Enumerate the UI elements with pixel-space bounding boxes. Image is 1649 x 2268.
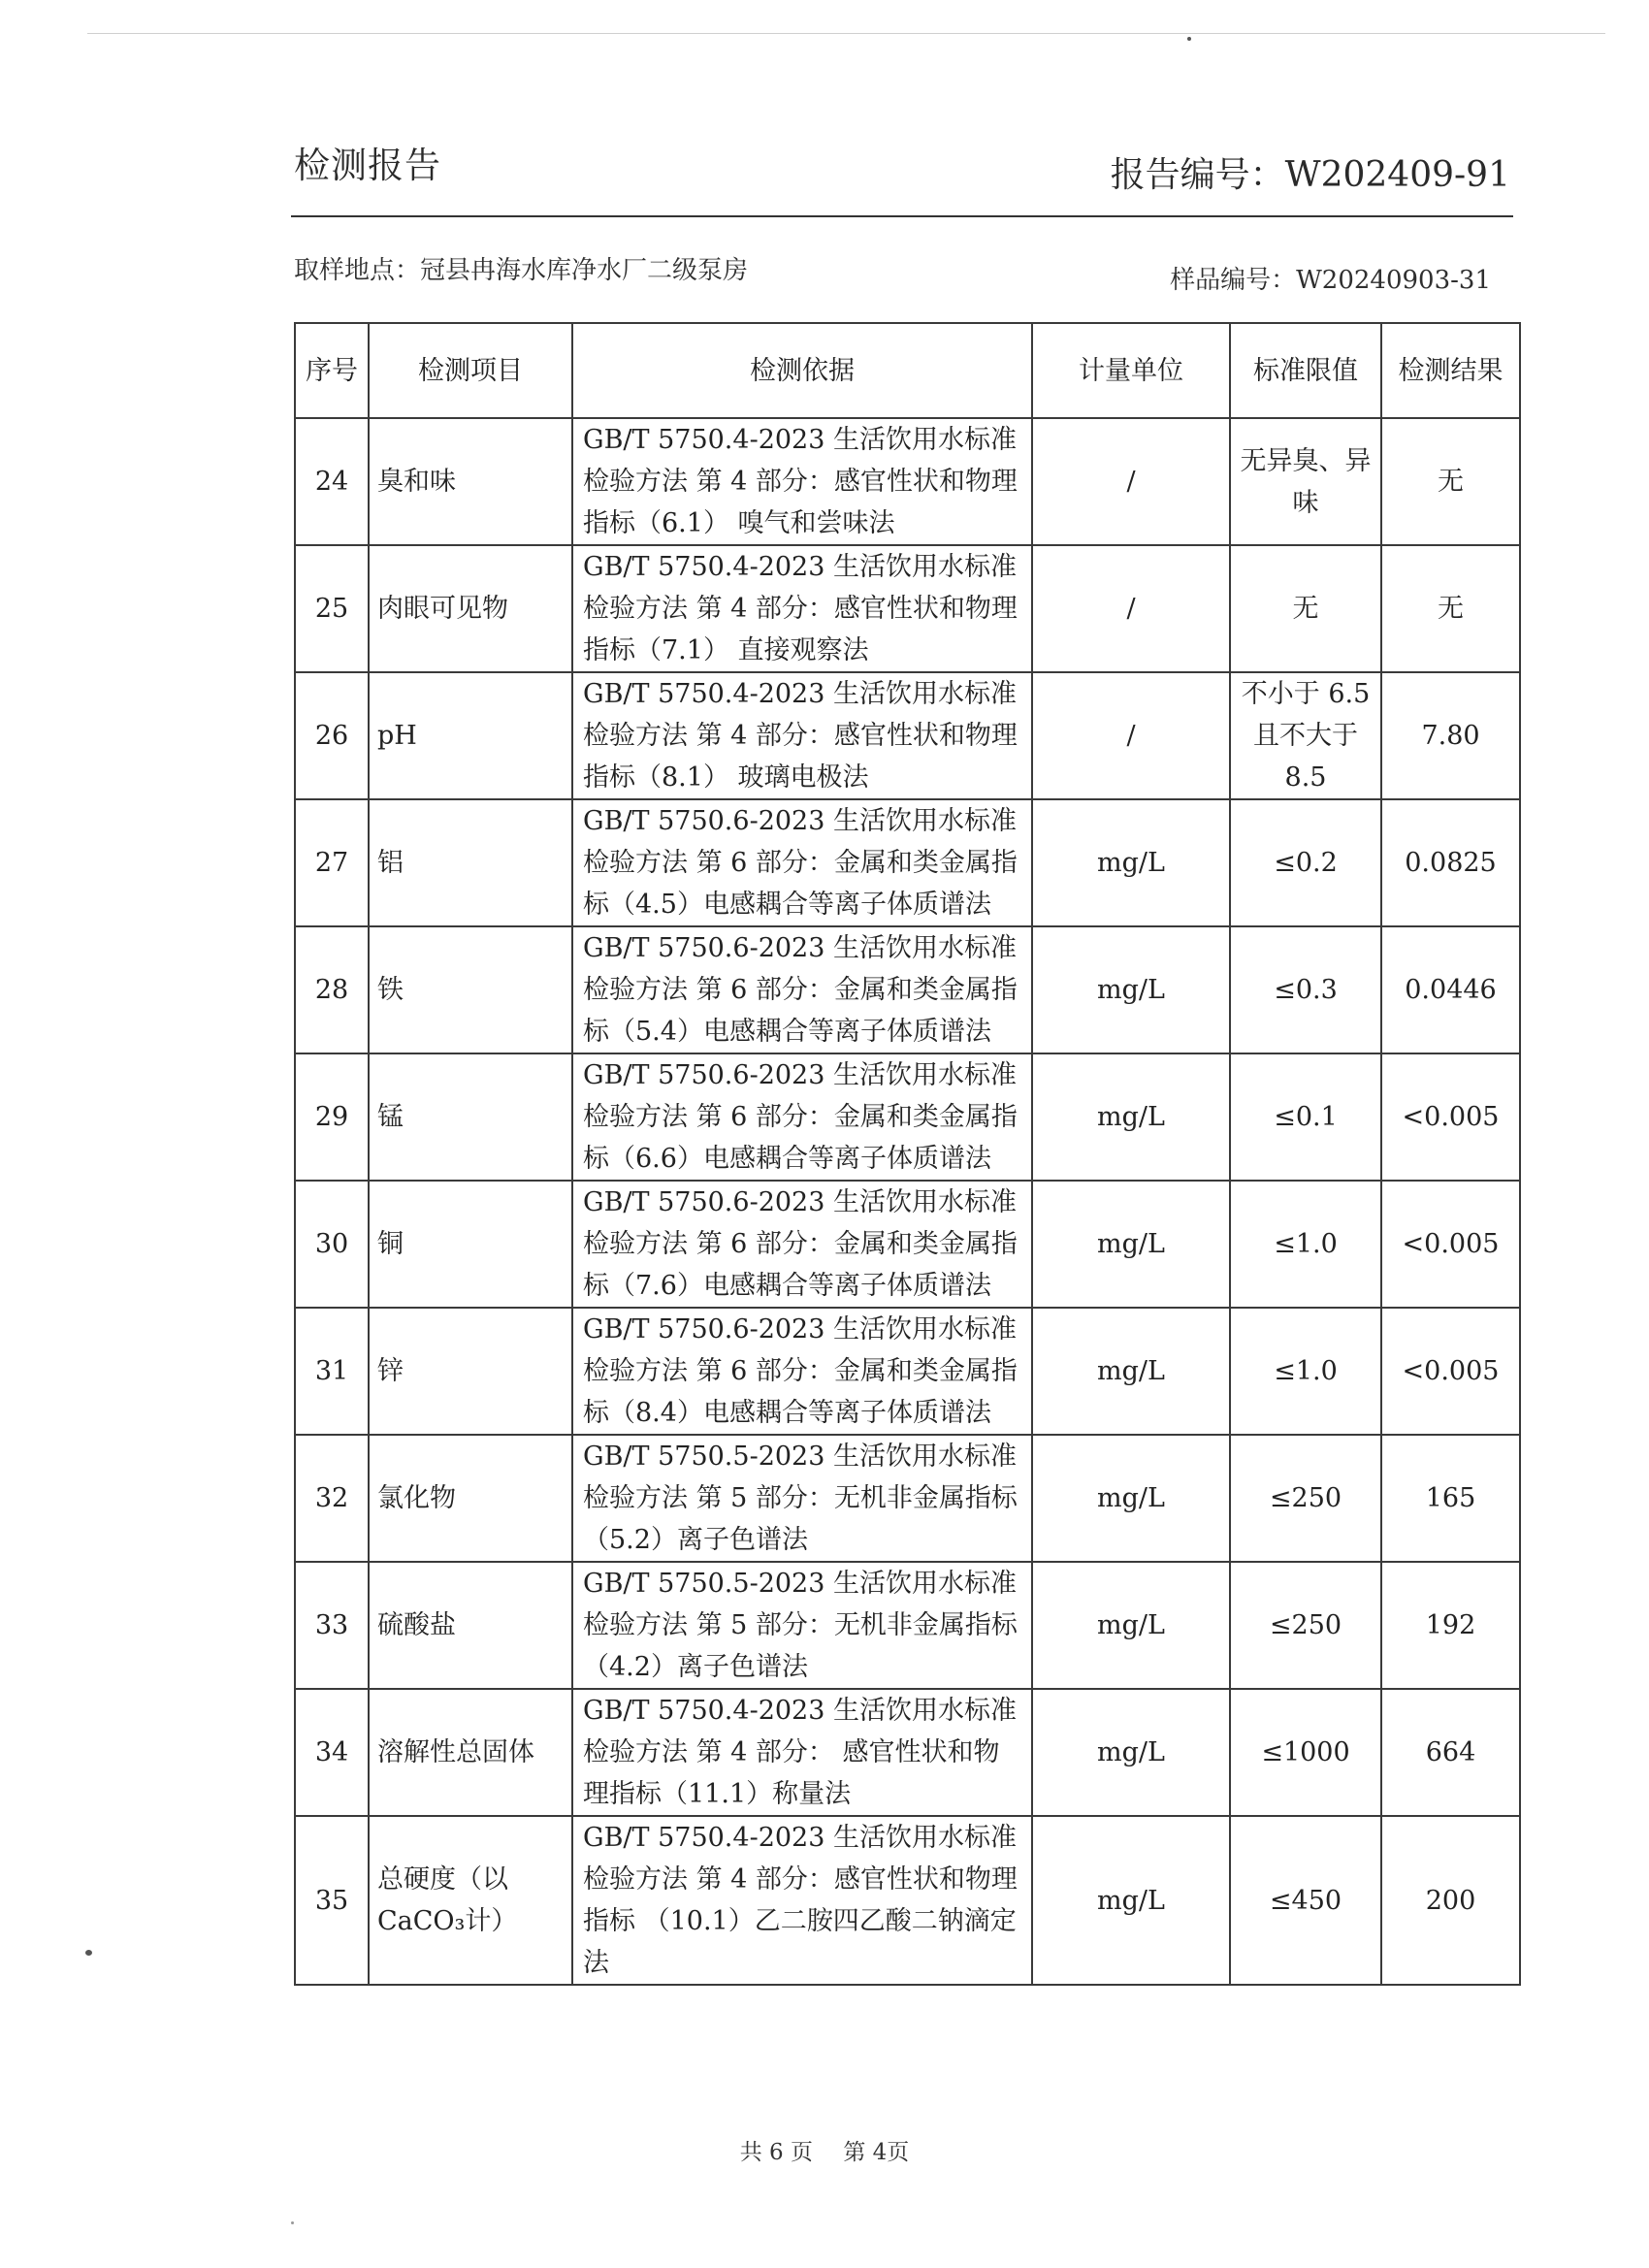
cell-limit: ≤1000 xyxy=(1230,1689,1381,1816)
cell-result: 无 xyxy=(1381,418,1520,545)
cell-limit: ≤450 xyxy=(1230,1816,1381,1985)
cell-item: 锌 xyxy=(369,1308,572,1435)
cell-limit: ≤1.0 xyxy=(1230,1308,1381,1435)
cell-item: 氯化物 xyxy=(369,1435,572,1562)
cell-unit: mg/L xyxy=(1032,1308,1230,1435)
scan-speck xyxy=(291,2221,294,2224)
cell-no: 24 xyxy=(295,418,369,545)
cell-basis: GB/T 5750.5-2023 生活饮用水标准检验方法 第 5 部分：无机非金属指标（5.2）离子色谱法 xyxy=(572,1435,1032,1562)
cell-item: 铁 xyxy=(369,926,572,1053)
cell-limit: 无异臭、异味 xyxy=(1230,418,1381,545)
col-header-item: 检测项目 xyxy=(369,323,572,418)
total-pages: 共 6 页 xyxy=(739,2140,813,2165)
table-row xyxy=(295,926,1520,1053)
cell-result: 192 xyxy=(1381,1562,1520,1689)
cell-limit: 无 xyxy=(1230,545,1381,672)
cell-basis: GB/T 5750.5-2023 生活饮用水标准检验方法 第 5 部分：无机非金属指标（4.2）离子色谱法 xyxy=(572,1562,1032,1689)
results-table xyxy=(294,322,1521,1986)
cell-limit: ≤0.1 xyxy=(1230,1053,1381,1181)
cell-item: 锰 xyxy=(369,1053,572,1181)
cell-limit: ≤0.3 xyxy=(1230,926,1381,1053)
cell-basis: GB/T 5750.4-2023 生活饮用水标准检验方法 第 4 部分：感官性状和物理指标（6.1） 嗅气和尝味法 xyxy=(572,418,1032,545)
cell-result: <0.005 xyxy=(1381,1308,1520,1435)
cell-no: 34 xyxy=(295,1689,369,1816)
sample-site: 取样地点：冠县冉海水库净水厂二级泵房 xyxy=(294,256,749,285)
table-row xyxy=(295,1308,1520,1435)
cell-limit: 不小于 6.5 且不大于 8.5 xyxy=(1230,672,1381,799)
cell-result: 165 xyxy=(1381,1435,1520,1562)
col-header-no: 序号 xyxy=(295,323,369,418)
page-title: 检测报告 xyxy=(294,145,441,186)
cell-result: 0.0825 xyxy=(1381,799,1520,926)
table-row xyxy=(295,1689,1520,1816)
col-header-limit: 标准限值 xyxy=(1230,323,1381,418)
cell-limit: ≤0.2 xyxy=(1230,799,1381,926)
page-footer xyxy=(0,2134,1649,2166)
cell-limit: ≤250 xyxy=(1230,1435,1381,1562)
cell-basis: GB/T 5750.4-2023 生活饮用水标准检验方法 第 4 部分： 感官性状和物理指标（11.1）称量法 xyxy=(572,1689,1032,1816)
cell-no: 26 xyxy=(295,672,369,799)
cell-unit: / xyxy=(1032,418,1230,545)
table-header-row xyxy=(295,323,1520,418)
cell-result: 0.0446 xyxy=(1381,926,1520,1053)
table-row xyxy=(295,1816,1520,1985)
scan-speck xyxy=(1187,37,1191,41)
cell-basis: GB/T 5750.6-2023 生活饮用水标准检验方法 第 6 部分：金属和类金属指标（7.6）电感耦合等离子体质谱法 xyxy=(572,1181,1032,1308)
table-row xyxy=(295,418,1520,545)
cell-item: 肉眼可见物 xyxy=(369,545,572,672)
cell-no: 29 xyxy=(295,1053,369,1181)
cell-result: 无 xyxy=(1381,545,1520,672)
sample-number: 样品编号：W20240903-31 xyxy=(1170,266,1491,295)
cell-unit: mg/L xyxy=(1032,1689,1230,1816)
table-row xyxy=(295,1435,1520,1562)
cell-no: 35 xyxy=(295,1816,369,1985)
cell-basis: GB/T 5750.6-2023 生活饮用水标准检验方法 第 6 部分：金属和类金属指标（5.4）电感耦合等离子体质谱法 xyxy=(572,926,1032,1053)
cell-no: 27 xyxy=(295,799,369,926)
col-header-result: 检测结果 xyxy=(1381,323,1520,418)
cell-basis: GB/T 5750.4-2023 生活饮用水标准检验方法 第 4 部分：感官性状和物理指标 （10.1）乙二胺四乙酸二钠滴定法 xyxy=(572,1816,1032,1985)
cell-unit: mg/L xyxy=(1032,1053,1230,1181)
table-row xyxy=(295,545,1520,672)
table-row xyxy=(295,799,1520,926)
table-row xyxy=(295,1181,1520,1308)
table-row xyxy=(295,1562,1520,1689)
header-divider xyxy=(291,215,1513,217)
cell-result: 664 xyxy=(1381,1689,1520,1816)
col-header-basis: 检测依据 xyxy=(572,323,1032,418)
cell-unit: mg/L xyxy=(1032,1562,1230,1689)
cell-no: 31 xyxy=(295,1308,369,1435)
cell-unit: / xyxy=(1032,672,1230,799)
cell-unit: mg/L xyxy=(1032,1816,1230,1985)
cell-basis: GB/T 5750.4-2023 生活饮用水标准检验方法 第 4 部分：感官性状和物理指标（7.1） 直接观察法 xyxy=(572,545,1032,672)
cell-item: 臭和味 xyxy=(369,418,572,545)
cell-unit: mg/L xyxy=(1032,926,1230,1053)
cell-unit: mg/L xyxy=(1032,799,1230,926)
current-page: 第 4页 xyxy=(843,2140,910,2165)
cell-unit: mg/L xyxy=(1032,1181,1230,1308)
cell-basis: GB/T 5750.6-2023 生活饮用水标准检验方法 第 6 部分：金属和类金属指标（4.5）电感耦合等离子体质谱法 xyxy=(572,799,1032,926)
report-number: 报告编号：W202409-91 xyxy=(1110,155,1510,195)
cell-result: <0.005 xyxy=(1381,1053,1520,1181)
cell-basis: GB/T 5750.6-2023 生活饮用水标准检验方法 第 6 部分：金属和类金属指标（8.4）电感耦合等离子体质谱法 xyxy=(572,1308,1032,1435)
table-row xyxy=(295,1053,1520,1181)
cell-limit: ≤250 xyxy=(1230,1562,1381,1689)
scan-speck xyxy=(85,1950,92,1956)
cell-result: 7.80 xyxy=(1381,672,1520,799)
cell-unit: / xyxy=(1032,545,1230,672)
cell-no: 33 xyxy=(295,1562,369,1689)
cell-item: pH xyxy=(369,672,572,799)
cell-no: 25 xyxy=(295,545,369,672)
table-row xyxy=(295,672,1520,799)
cell-item: 总硬度（以CaCO₃计） xyxy=(369,1816,572,1985)
cell-no: 28 xyxy=(295,926,369,1053)
cell-result: <0.005 xyxy=(1381,1181,1520,1308)
cell-no: 32 xyxy=(295,1435,369,1562)
cell-basis: GB/T 5750.4-2023 生活饮用水标准检验方法 第 4 部分：感官性状和物理指标（8.1） 玻璃电极法 xyxy=(572,672,1032,799)
cell-unit: mg/L xyxy=(1032,1435,1230,1562)
col-header-unit: 计量单位 xyxy=(1032,323,1230,418)
cell-item: 铜 xyxy=(369,1181,572,1308)
cell-item: 溶解性总固体 xyxy=(369,1689,572,1816)
scan-top-edge xyxy=(87,33,1605,34)
cell-basis: GB/T 5750.6-2023 生活饮用水标准检验方法 第 6 部分：金属和类金属指标（6.6）电感耦合等离子体质谱法 xyxy=(572,1053,1032,1181)
cell-item: 铝 xyxy=(369,799,572,926)
cell-limit: ≤1.0 xyxy=(1230,1181,1381,1308)
cell-no: 30 xyxy=(295,1181,369,1308)
cell-item: 硫酸盐 xyxy=(369,1562,572,1689)
cell-result: 200 xyxy=(1381,1816,1520,1985)
